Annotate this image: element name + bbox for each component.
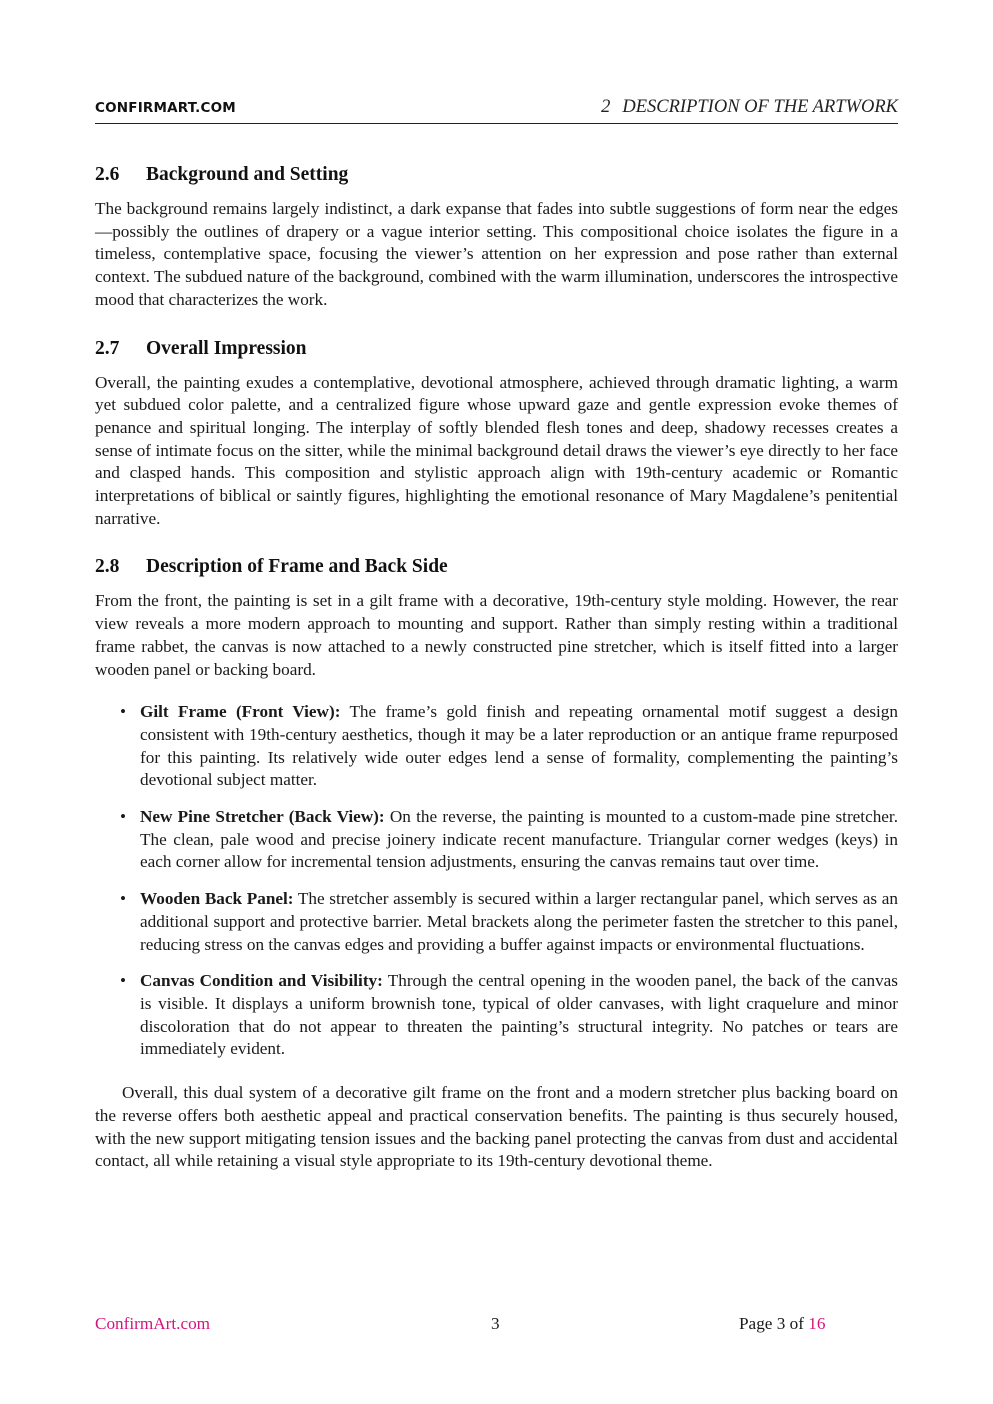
section-paragraph-frame-back-side: From the front, the painting is set in a gilt frame with a decorative, 19th-century style molding. However, the rear view reveals a more modern approach to mounting and support. Rather than simply resting within a traditional frame rabbet, the canvas is now attached to a newly constructed pine stretcher, which is itself fitted into a larger wooden panel or backing board. bbox=[95, 591, 898, 679]
section-heading-background bbox=[95, 162, 898, 188]
list-item-text: Through the central opening in the wooden panel, the back of the canvas is visible. It displays a uniform brownish tone, typical of older canvases, with light craquelure and minor discoloration that do not appear to threaten the painting’s structural integrity. No patches or tears are immediately evident. bbox=[140, 971, 898, 1059]
list-item-lead: Canvas Condition and Visibility: bbox=[140, 971, 383, 991]
header-chapter bbox=[601, 97, 898, 118]
section-title: Background and Setting bbox=[146, 164, 349, 185]
list-item-lead: Wooden Back Panel: bbox=[140, 889, 294, 909]
section-number: 2.6 bbox=[95, 164, 120, 185]
footer-page-number: 3 bbox=[491, 1314, 500, 1333]
document-page bbox=[95, 0, 898, 1404]
bullet-icon: • bbox=[120, 889, 127, 909]
list-item bbox=[95, 701, 898, 792]
section-heading-frame-back-side bbox=[95, 554, 898, 580]
footer-of-text: of bbox=[789, 1314, 804, 1333]
bullet-icon: • bbox=[120, 807, 127, 827]
page-content bbox=[95, 162, 898, 1173]
list-item-text: The frame’s gold finish and repeating ornamental motif suggest a design consistent with 19th-century aesthetics, though it may be a later reproduction or an antique frame repurposed for this painting. Its relatively wide outer edges lend a sense of formality, complementing the painting’s devotional subject matter. bbox=[140, 702, 898, 790]
list-item-text: The stretcher assembly is secured within a larger rectangular panel, which serves as an additional support and protective barrier. Metal brackets along the perimeter fasten the stretcher to this panel, reducing stress on the canvas edges and providing a buffer against impacts or environmental fluctuations. bbox=[140, 889, 898, 954]
bullet-icon: • bbox=[120, 702, 127, 722]
list-item-text: On the reverse, the painting is mounted to a custom-made pine stretcher. The clean, pale wood and precise joinery indicate recent manufacture. Triangular corner wedges (keys) in each corner allow for incremental tension adjustments, ensuring the canvas remains taut over time. bbox=[140, 807, 898, 872]
list-item-lead: Gilt Frame (Front View): bbox=[140, 702, 341, 722]
section-title: Description of Frame and Back Side bbox=[146, 556, 448, 578]
list-item bbox=[95, 806, 898, 874]
running-header bbox=[95, 97, 898, 124]
section-paragraph-background: The background remains largely indistinct, a dark expanse that fades into subtle suggestions of form near the edges—possibly the outlines of drapery or a vague interior setting. This compositional choice isolates the figure in a timeless, contemplative space, focusing the viewer’s attention on her expression and pose rather than external context. The subdued nature of the background, combined with the warm illumination, underscores the introspective mood that characterizes the work. bbox=[95, 199, 898, 309]
bullet-icon: • bbox=[120, 971, 127, 991]
list-item bbox=[95, 888, 898, 956]
page-footer bbox=[95, 1314, 898, 1340]
section-title: Overall Impression bbox=[146, 337, 307, 359]
footer-total-pages-link[interactable]: 16 bbox=[808, 1314, 826, 1333]
footer-current-page: 3 bbox=[776, 1314, 786, 1333]
footer-page-prefix: Page bbox=[739, 1314, 773, 1333]
footer-page-count bbox=[739, 1314, 825, 1334]
header-logo: CONFIRMART.COM bbox=[95, 100, 236, 116]
header-chapter-number: 2 bbox=[601, 97, 611, 117]
closing-paragraph: Overall, this dual system of a decorative gilt frame on the front and a modern stretcher plus backing board on the reverse offers both aesthetic appeal and practical conservation benefits. The painting is thus securely housed, with the new support mitigating tension issues and the backing panel protecting the canvas from dust and accidental contact, all while retaining a visual style appropriate to its 19th-century devotional theme. bbox=[95, 1083, 898, 1171]
list-item-lead: New Pine Stretcher (Back View): bbox=[140, 807, 385, 827]
frame-details-list bbox=[95, 701, 898, 1061]
section-heading-overall-impression bbox=[95, 336, 898, 362]
footer-site-link[interactable]: ConfirmArt.com bbox=[95, 1314, 211, 1333]
section-number: 2.7 bbox=[95, 337, 120, 359]
list-item bbox=[95, 970, 898, 1061]
section-number: 2.8 bbox=[95, 556, 120, 578]
section-paragraph-overall-impression: Overall, the painting exudes a contemplative, devotional atmosphere, achieved through dramatic lighting, a warm yet subdued color palette, and a centralized figure whose upward gaze and gentle expression evoke themes of penance and spiritual longing. The interplay of softly blended flesh tones and deep, shadowy recesses creates a sense of intimate focus on the sitter, while the minimal background detail draws the viewer’s eye directly to her face and clasped hands. This composition and stylistic approach align with 19th-century academic or Romantic interpretations of biblical or saintly figures, highlighting the emotional resonance of Mary Magdalene’s penitential narrative. bbox=[95, 372, 898, 528]
header-chapter-title: DESCRIPTION OF THE ARTWORK bbox=[622, 97, 898, 117]
